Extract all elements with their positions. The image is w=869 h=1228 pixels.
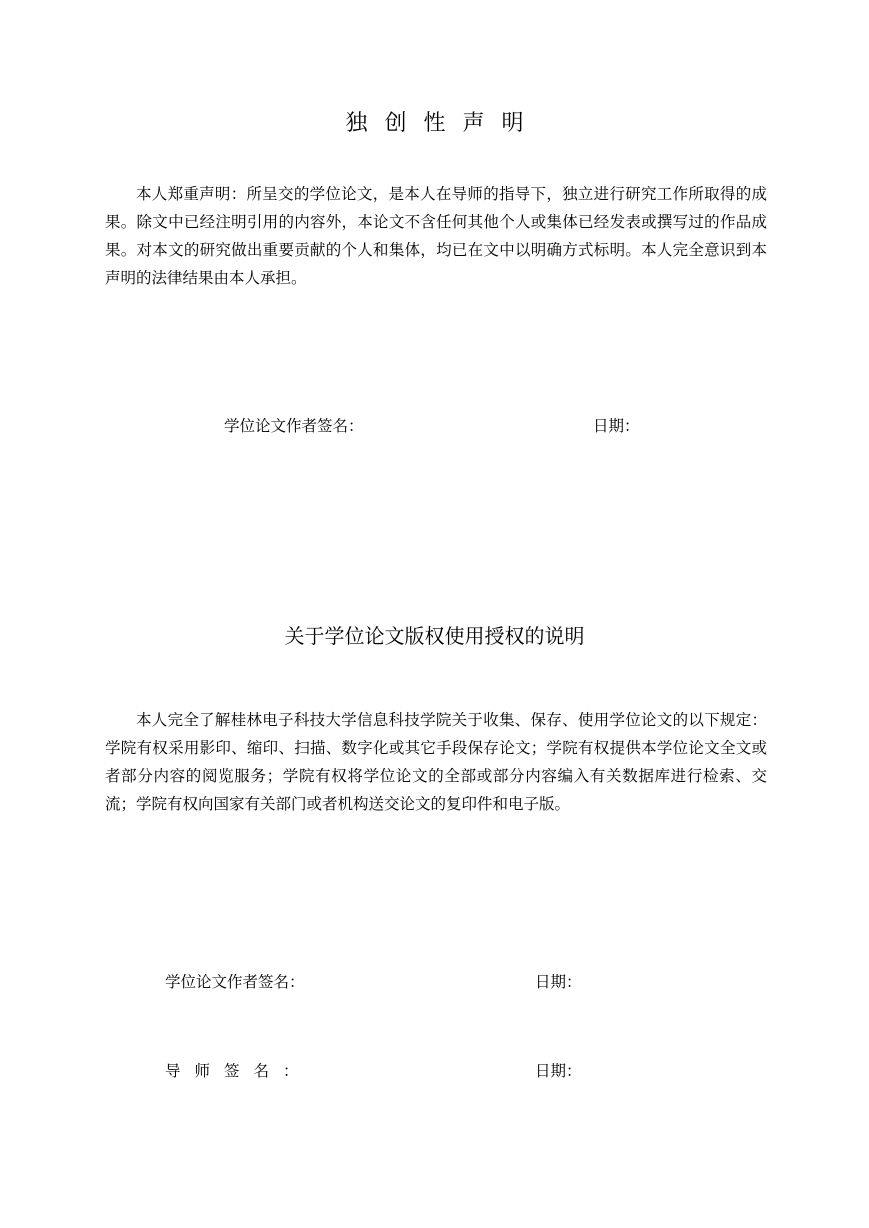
authorization-title: 关于学位论文版权使用授权的说明 bbox=[284, 624, 585, 648]
declaration-author-signature-label: 学位论文作者签名： bbox=[224, 417, 364, 435]
authorization-author-date-label: 日期： bbox=[535, 973, 582, 991]
supervisor-signature-label: 导师签名： bbox=[165, 1062, 313, 1080]
supervisor-date-label: 日期： bbox=[535, 1062, 582, 1080]
declaration-date-label: 日期： bbox=[593, 417, 640, 435]
authorization-author-signature-label: 学位论文作者签名： bbox=[165, 973, 305, 991]
declaration-body: 本人郑重声明：所呈交的学位论文，是本人在导师的指导下，独立进行研究工作所取得的成果。除文中已经注明引用的内容外，本论文不含任何其他个人或集体已经发表或撰写过的作品成果。对本文的研究做出重要贡献的个人和集体，均已在文中以明确方式标明。本人完全意识到本声明的法律结果由本人承担。 bbox=[105, 185, 767, 287]
authorization-body: 本人完全了解桂林电子科技大学信息科技学院关于收集、保存、使用学位论文的以下规定：学院有权采用影印、缩印、扫描、数字化或其它手段保存论文；学院有权提供本学位论文全文或者部分内容的阅览服务；学院有权将学位论文的全部或部分内容编入有关数据库进行检索、交流；学院有权向国家有关部门或者机构送交论文的复印件和电子版。 bbox=[105, 711, 767, 813]
declaration-title: 独创性声明 bbox=[345, 111, 541, 136]
